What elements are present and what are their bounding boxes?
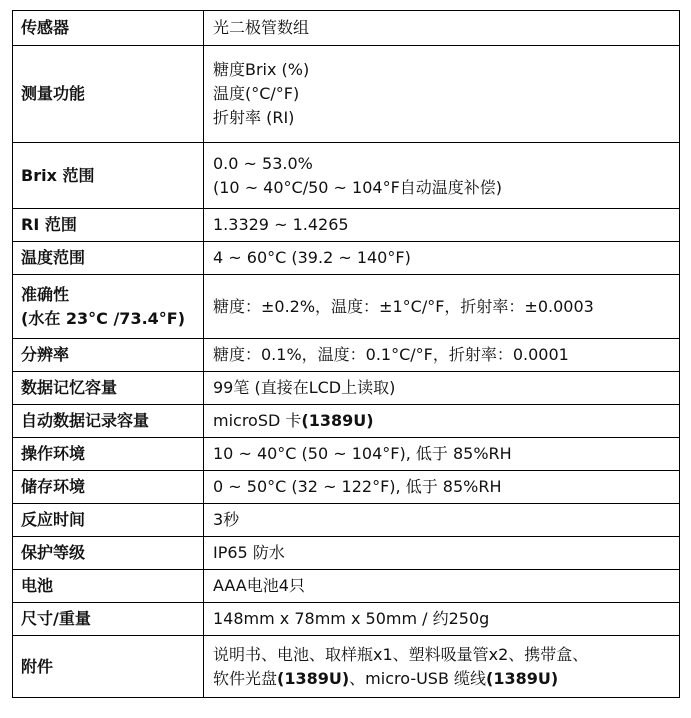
row-value: 0.0 ~ 53.0% (10 ~ 40°C/50 ~ 104°F自动温度补偿)	[204, 143, 680, 209]
row-label: 保护等级	[13, 537, 204, 570]
table-row	[13, 603, 680, 636]
table-row	[13, 570, 680, 603]
table-row	[13, 405, 680, 438]
row-label: 测量功能	[13, 46, 204, 143]
row-label: 反应时间	[13, 504, 204, 537]
row-value: 糖度：±0.2%，温度：±1°C/°F，折射率：±0.0003	[204, 275, 680, 339]
table-row	[13, 438, 680, 471]
table-row	[13, 372, 680, 405]
row-value: 糖度Brix (%) 温度(°C/°F) 折射率 (RI)	[204, 46, 680, 143]
spec-table	[12, 10, 680, 698]
row-value: 4 ~ 60°C (39.2 ~ 140°F)	[204, 242, 680, 275]
row-label: 附件	[13, 636, 204, 698]
table-row	[13, 504, 680, 537]
table-row	[13, 636, 680, 698]
row-label: 分辨率	[13, 339, 204, 372]
table-row	[13, 209, 680, 242]
table-row	[13, 11, 680, 46]
table-row	[13, 275, 680, 339]
row-value: AAA电池4只	[204, 570, 680, 603]
row-label: RI 范围	[13, 209, 204, 242]
row-label: Brix 范围	[13, 143, 204, 209]
table-row	[13, 46, 680, 143]
table-row	[13, 471, 680, 504]
row-label: 温度范围	[13, 242, 204, 275]
row-label: 自动数据记录容量	[13, 405, 204, 438]
table-row	[13, 242, 680, 275]
row-value: 说明书、电池、取样瓶x1、塑料吸量管x2、携带盒、 软件光盘(1389U)、micro-USB 缆线(1389U)	[204, 636, 680, 698]
row-value: 148mm x 78mm x 50mm / 约250g	[204, 603, 680, 636]
row-value: 3秒	[204, 504, 680, 537]
row-value: 99笔 (直接在LCD上读取)	[204, 372, 680, 405]
row-value: 0 ~ 50°C (32 ~ 122°F), 低于 85%RH	[204, 471, 680, 504]
row-label: 电池	[13, 570, 204, 603]
row-label: 尺寸/重量	[13, 603, 204, 636]
row-label: 数据记忆容量	[13, 372, 204, 405]
table-row	[13, 537, 680, 570]
row-value: 糖度：0.1%，温度：0.1°C/°F，折射率：0.0001	[204, 339, 680, 372]
row-value: IP65 防水	[204, 537, 680, 570]
table-row	[13, 143, 680, 209]
row-label: 操作环境	[13, 438, 204, 471]
row-label: 储存环境	[13, 471, 204, 504]
table-row	[13, 339, 680, 372]
row-label: 传感器	[13, 11, 204, 46]
row-value: 1.3329 ~ 1.4265	[204, 209, 680, 242]
row-value: microSD 卡(1389U)	[204, 405, 680, 438]
row-value: 光二极管数组	[204, 11, 680, 46]
row-label: 准确性 (水在 23°C /73.4°F)	[13, 275, 204, 339]
row-value: 10 ~ 40°C (50 ~ 104°F), 低于 85%RH	[204, 438, 680, 471]
